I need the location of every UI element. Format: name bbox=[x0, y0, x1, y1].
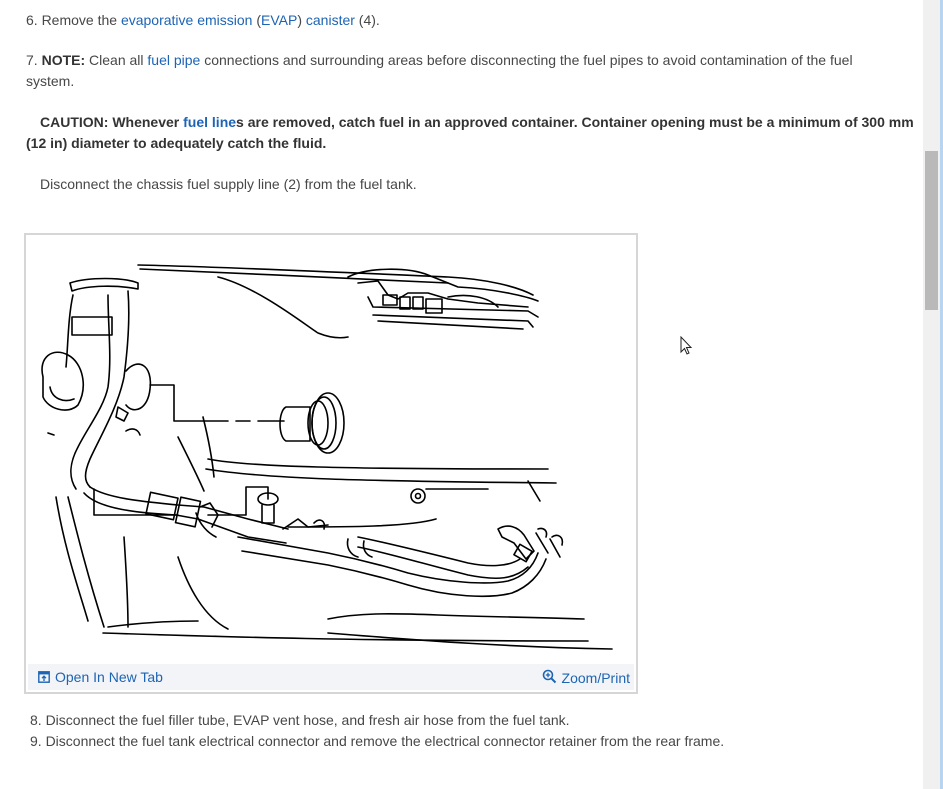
text-fragment: ) bbox=[297, 12, 306, 28]
figure-footer bbox=[28, 664, 634, 690]
text-fragment: Whenever bbox=[108, 114, 184, 130]
zoom-in-icon bbox=[542, 669, 557, 684]
text-fragment: s are removed, catch fuel in an approved container. Container opening must be a minimum of 300 mm (12 in) diameter to adequately catch the fluid. bbox=[26, 114, 914, 151]
link-fuel-line[interactable]: fuel line bbox=[183, 114, 237, 130]
link-canister[interactable]: canister bbox=[305, 12, 355, 28]
open-in-new-tab-label: Open In New Tab bbox=[55, 669, 163, 685]
caution-label: CAUTION: bbox=[40, 114, 109, 130]
note-label: NOTE: bbox=[41, 52, 86, 68]
link-evap[interactable]: EVAP bbox=[261, 12, 298, 28]
text-fragment: ( bbox=[252, 12, 262, 28]
text-fragment: Clean all bbox=[85, 52, 148, 68]
mouse-cursor-icon bbox=[680, 336, 694, 358]
zoom-print-label: Zoom/Print bbox=[561, 670, 630, 686]
link-fuel-pipe[interactable]: fuel pipe bbox=[147, 52, 201, 68]
link-evaporative-emission[interactable]: evaporative emission bbox=[120, 12, 253, 28]
figure-frame bbox=[24, 233, 638, 694]
step-9: 9. Disconnect the fuel tank electrical connector and remove the electrical connector retainer from the rear frame. bbox=[30, 733, 725, 749]
zoom-print-link[interactable] bbox=[542, 666, 630, 686]
step-6-text: 6. Remove the bbox=[26, 12, 121, 28]
open-in-new-tab-link[interactable] bbox=[38, 669, 163, 685]
vertical-scrollbar[interactable] bbox=[923, 0, 940, 789]
scrollbar-thumb[interactable] bbox=[925, 151, 938, 310]
text-fragment: (4). bbox=[354, 12, 380, 28]
step-7 bbox=[26, 50, 896, 92]
fuel-tank-illustration[interactable] bbox=[28, 237, 634, 664]
substep-disconnect-supply-line: Disconnect the chassis fuel supply line (2) from the fuel tank. bbox=[40, 176, 417, 192]
text-fragment: connections and surrounding areas before disconnecting the fuel pipes to avoid contamination of the fuel system. bbox=[26, 52, 853, 89]
step-6 bbox=[26, 10, 916, 31]
step-number: 7. bbox=[26, 52, 42, 68]
step-8: 8. Disconnect the fuel filler tube, EVAP vent hose, and fresh air hose from the fuel tank. bbox=[30, 712, 570, 728]
caution-notice bbox=[26, 112, 916, 154]
open-new-tab-icon bbox=[38, 671, 50, 683]
